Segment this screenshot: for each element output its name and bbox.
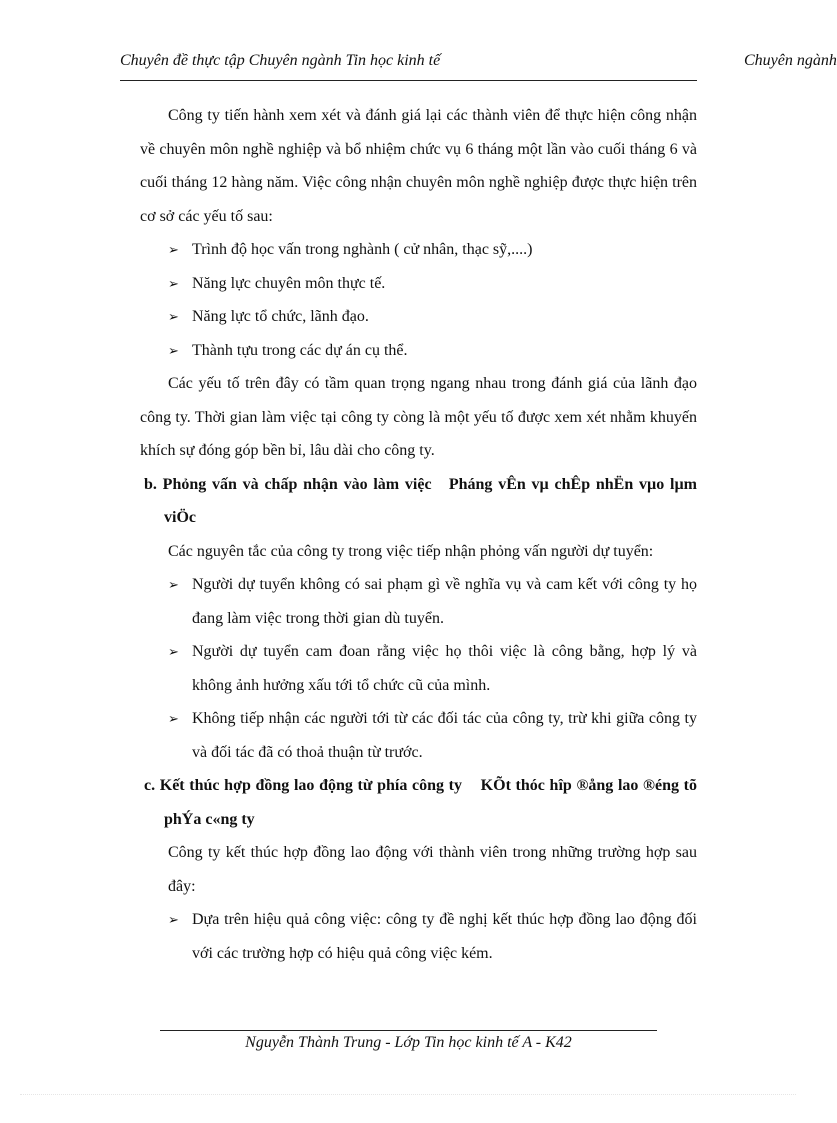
arrowhead-bullet-icon: ➢ (168, 711, 179, 726)
section-heading-c (140, 769, 697, 836)
paragraph-factors: Các yếu tố trên đây có tầm quan trọng ngang nhau trong đánh giá của lãnh đạo công ty. Thời gian làm việc tại công ty còng là một yếu tố được xem xét nhằm khuyến khích sự đóng góp bền bỉ, lâu dài cho công ty. (140, 375, 697, 459)
heading-c-text: c. Kết thúc hợp đồng lao động từ phía công ty (144, 777, 463, 794)
paragraph-termination: Công ty kết thúc hợp đồng lao động với thành viên trong những trường hợp sau đây: (168, 844, 697, 895)
list-item (140, 903, 697, 970)
document-body (140, 99, 697, 970)
list-item-text: Năng lực tổ chức, lãnh đạo. (192, 308, 369, 325)
list-item (140, 635, 697, 702)
section-heading-b (140, 468, 697, 535)
heading-b-text: b. Phỏng vấn và chấp nhận vào làm việc (144, 475, 432, 493)
page-header (120, 50, 837, 80)
list-item (140, 300, 697, 334)
list-item-text: Người dự tuyển cam đoan rằng việc họ thôi việc là công bằng, hợp lý và không ảnh hưởng xấu tới tổ chức cũ của mình. (192, 643, 697, 694)
header-title: Chuyên đề thực tập Chuyên ngành Tin học kinh tế (120, 52, 441, 69)
arrowhead-bullet-icon: ➢ (168, 242, 179, 257)
paragraph-principles: Các nguyên tắc của công ty trong việc tiếp nhận phỏng vấn người dự tuyển: (168, 542, 654, 560)
list-item (140, 702, 697, 769)
arrowhead-bullet-icon: ➢ (168, 342, 179, 358)
footer-divider (160, 1030, 657, 1031)
arrowhead-bullet-icon: ➢ (168, 309, 179, 324)
arrowhead-bullet-icon: ➢ (168, 275, 179, 291)
list-item-text: Năng lực chuyên môn thực tế. (192, 274, 386, 292)
list-item (140, 334, 697, 368)
list-item-text: Thành tựu trong các dự án cụ thể. (192, 341, 408, 359)
paragraph-review: Công ty tiến hành xem xét và đánh giá lại các thành viên để thực hiện công nhận về chuyên môn nghề nghiệp và bổ nhiệm chức vụ 6 tháng một lần vào cuối tháng 6 và cuối tháng 12 hàng năm. Việc công nhận chuyên môn nghề nghiệp được thực hiện trên cơ sở các yếu tố sau: (140, 107, 697, 225)
arrowhead-bullet-icon: ➢ (168, 644, 179, 659)
list-item (140, 267, 697, 301)
list-item-text: Người dự tuyển không có sai phạm gì về nghĩa vụ và cam kết với công ty họ đang làm việc trong thời gian dù tuyển. (192, 576, 697, 627)
header-title-repeat: Chuyên ngành (744, 52, 837, 69)
list-item-text: Không tiếp nhận các người tới từ các đối tác của công ty, trừ khi giữa công ty và đối tác đã có thoả thuận từ trước. (192, 710, 697, 761)
header-divider (120, 80, 697, 81)
heading-b-garbled: Pháng vÊn vµ chÊp nhËn vµo lµm viÖc (164, 475, 697, 526)
heading-c-garbled: KÕt thóc hîp ®ång lao ®éng tõ phÝa c«ng ty (164, 777, 698, 828)
arrowhead-bullet-icon: ➢ (168, 577, 179, 592)
list-item-text: Trình độ học vấn trong nghành ( cử nhân, thạc sỹ,....) (192, 241, 533, 258)
list-item (140, 233, 697, 267)
list-item (140, 568, 697, 635)
page-bottom-border (20, 1094, 796, 1095)
arrowhead-bullet-icon: ➢ (168, 912, 179, 927)
page-footer: Nguyễn Thành Trung - Lớp Tin học kinh tế A - K42 (245, 1034, 572, 1051)
list-item-text: Dựa trên hiệu quả công việc: công ty đề nghị kết thúc hợp đồng lao động đối với các trường hợp có hiệu quả công việc kém. (192, 911, 697, 962)
